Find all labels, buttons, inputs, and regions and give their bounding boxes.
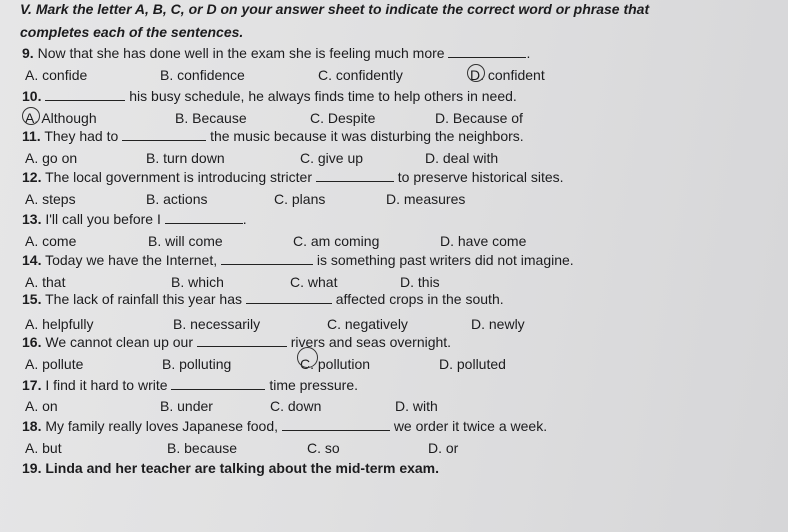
question-number: 15. <box>22 291 42 307</box>
option-d: D. polluted <box>439 356 506 372</box>
option-a: A. steps <box>25 191 76 207</box>
question-text-after: to preserve historical sites. <box>397 169 564 185</box>
option-c: C. Despite <box>310 110 376 126</box>
question-13 <box>22 211 247 227</box>
answer-blank <box>316 169 394 182</box>
option-a: A. go on <box>25 150 78 166</box>
answer-blank <box>221 252 313 265</box>
answer-circle-10-a <box>22 107 40 125</box>
question-17 <box>22 377 358 393</box>
answer-blank <box>165 211 243 224</box>
option-c: C. down <box>270 398 322 414</box>
question-text-before: We cannot clean up our <box>45 334 193 350</box>
option-d: D. measures <box>386 191 466 207</box>
option-d: D. deal with <box>425 150 499 166</box>
question-number: 14. <box>22 252 42 268</box>
question-19 <box>22 460 439 476</box>
question-text-before: I'll call you before I <box>45 211 161 227</box>
option-a: A. pollute <box>25 356 84 372</box>
option-b: B. under <box>160 398 213 414</box>
answer-circle-9-d <box>467 64 485 82</box>
question-number: 9. <box>22 45 34 61</box>
question-text-before: Now that she has done well in the exam she is feeling much more <box>37 45 445 61</box>
option-a: A. helpfully <box>25 316 94 332</box>
option-b: B. will come <box>148 233 223 249</box>
option-b: B. Because <box>175 110 247 126</box>
options-9 <box>25 67 585 87</box>
question-18 <box>22 418 547 434</box>
question-number: 17. <box>22 377 42 393</box>
answer-blank <box>197 334 287 347</box>
answer-blank <box>448 45 526 58</box>
question-12 <box>22 169 564 185</box>
question-10 <box>22 88 517 104</box>
option-c: C. am coming <box>293 233 380 249</box>
question-text-before: The lack of rainfall this year has <box>45 291 242 307</box>
option-d: D. have come <box>440 233 527 249</box>
options-11 <box>25 150 585 170</box>
instruction-line-2: completes each of the sentences. <box>20 24 244 40</box>
question-9 <box>22 45 530 61</box>
option-c: C. pollution <box>300 356 371 372</box>
option-a: A. that <box>25 274 66 290</box>
question-text-after: is something past writers did not imagine. <box>316 252 574 268</box>
question-text-after: . <box>526 45 531 61</box>
option-c: C. confidently <box>318 67 403 83</box>
question-number: 18. <box>22 418 42 434</box>
question-16 <box>22 334 451 350</box>
question-text-before: Today we have the Internet, <box>45 252 218 268</box>
option-a: A. but <box>25 440 62 456</box>
options-13 <box>25 233 585 253</box>
question-text-after: the music because it was disturbing the neighbors. <box>210 128 524 144</box>
options-18 <box>25 440 585 460</box>
options-12 <box>25 191 585 211</box>
question-text-before: The local government is introducing stricter <box>45 169 313 185</box>
question-text-before: My family really loves Japanese food, <box>45 418 279 434</box>
option-b: B. because <box>167 440 238 456</box>
options-15 <box>25 316 585 336</box>
question-text-after: affected crops in the south. <box>335 291 504 307</box>
question-text-after: rivers and seas overnight. <box>290 334 452 350</box>
option-d: D. Because of <box>435 110 523 126</box>
answer-blank <box>45 88 125 101</box>
answer-circle-16-c <box>297 347 318 368</box>
option-b: B. actions <box>146 191 208 207</box>
option-b: B. which <box>171 274 224 290</box>
question-number: 16. <box>22 334 42 350</box>
question-number: 19. <box>22 460 42 476</box>
option-a: A. come <box>25 233 77 249</box>
answer-blank <box>171 377 265 390</box>
answer-blank <box>282 418 390 431</box>
option-b: B. polluting <box>162 356 232 372</box>
answer-blank <box>122 128 206 141</box>
option-a: A. Although <box>25 110 97 126</box>
option-d: D. this <box>400 274 440 290</box>
question-11 <box>22 128 524 144</box>
question-text-after: we order it twice a week. <box>393 418 548 434</box>
question-number: 11. <box>22 128 41 144</box>
question-text-after: time pressure. <box>269 377 359 393</box>
option-c: C. so <box>307 440 340 456</box>
option-c: C. negatively <box>327 316 408 332</box>
option-a: A. on <box>25 398 58 414</box>
option-b: B. necessarily <box>173 316 261 332</box>
option-a: A. confide <box>25 67 88 83</box>
question-15 <box>22 291 504 307</box>
question-number: 13. <box>22 211 42 227</box>
option-d: D. confident <box>470 67 545 83</box>
question-text-before: I find it hard to write <box>45 377 168 393</box>
question-14 <box>22 252 574 268</box>
option-c: C. what <box>290 274 338 290</box>
option-c: C. plans <box>274 191 326 207</box>
option-d: D. with <box>395 398 438 414</box>
option-d: D. newly <box>471 316 525 332</box>
question-text-before: Linda and her teacher are talking about the mid-term exam. <box>45 460 440 476</box>
question-text-after: . <box>242 211 247 227</box>
option-b: B. turn down <box>146 150 225 166</box>
question-number: 10. <box>22 88 42 104</box>
options-10 <box>25 110 585 130</box>
options-17 <box>25 398 585 418</box>
instruction-line-1: V. Mark the letter A, B, C, or D on your answer sheet to indicate the correct word or phrase that <box>20 1 650 17</box>
question-text-after: his busy schedule, he always finds time to help others in need. <box>129 88 517 104</box>
option-d: D. or <box>428 440 459 456</box>
answer-blank <box>246 291 332 304</box>
option-c: C. give up <box>300 150 364 166</box>
option-b: B. confidence <box>160 67 245 83</box>
question-number: 12. <box>22 169 42 185</box>
question-text-before: They had to <box>44 128 119 144</box>
